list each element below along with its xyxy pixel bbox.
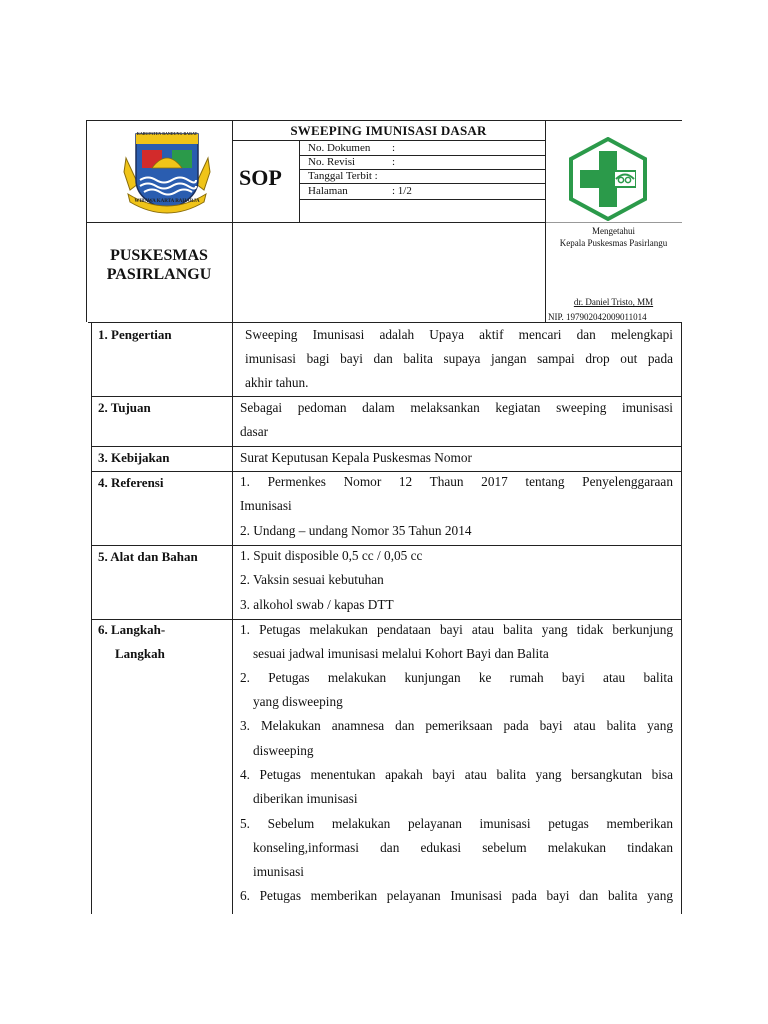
header-sop-divider: [299, 140, 300, 222]
alat-line-2: 2. Vaksin sesuai kebutuhan: [240, 572, 384, 587]
meta-tanggal-terbit-label: Tanggal Terbit :: [308, 170, 378, 182]
header-left-border: [86, 120, 87, 322]
header-right-mid-border: [545, 222, 682, 223]
langkah-line-5: 3. Melakukan anamnesa dan pemeriksaan pada bayi atau balita yang: [240, 718, 673, 733]
section-langkah-label-2: Langkah: [115, 646, 165, 661]
body-right-border: [681, 322, 682, 914]
langkah-line-12: 6. Petugas memberikan pelayanan Imunisasi pada bayi dan balita yang: [240, 888, 673, 903]
body-left-border: [91, 322, 92, 914]
section-referensi-label: 4. Referensi: [98, 475, 164, 490]
section-kebijakan-label: 3. Kebijakan: [98, 450, 170, 465]
alat-line-1: 1. Spuit disposible 0,5 cc / 0,05 cc: [240, 548, 423, 563]
header-bottom-border: [88, 322, 682, 323]
document-title: SWEEPING IMUNISASI DASAR: [290, 123, 487, 138]
header-title-underline: [232, 140, 545, 141]
pengertian-line-2: imunisasi bagi bayi dan balita supaya jangan sampai drop out pada: [245, 351, 673, 366]
referensi-line-1: 1. Permenkes Nomor 12 Thaun 2017 tentang Penyelenggaraan: [240, 474, 673, 489]
section-alat-label: 5. Alat dan Bahan: [98, 549, 198, 564]
alat-line-3: 3. alkohol swab / kapas DTT: [240, 597, 394, 612]
kebijakan-line-1: Surat Keputusan Kepala Puskesmas Nomor: [240, 450, 472, 465]
approval-line-2: Kepala Puskesmas Pasirlangu: [559, 238, 668, 248]
section-langkah-label-1: 6. Langkah-: [98, 622, 166, 637]
tujuan-line-1: Sebagai pedoman dalam melaksankan kegiatan sweeping imunisasi: [240, 400, 673, 415]
header-mid-border: [86, 222, 545, 223]
section-tujuan-label: 2. Tujuan: [98, 400, 151, 415]
meta-row-line-4: [299, 199, 545, 200]
header-top-border: [86, 120, 682, 121]
langkah-line-4: yang disweeping: [253, 694, 343, 709]
row-divider-3: [91, 471, 681, 472]
logo-motto-top: KABUPATEN BANDUNG BARAT: [136, 131, 198, 136]
sop-label: SOP: [239, 165, 282, 190]
org-name-line-2: PASIRLANGU: [106, 266, 212, 283]
header-col-divider: [232, 120, 233, 322]
langkah-line-10: konseling,informasi dan edukasi sebelum melakukan tindakan: [253, 840, 673, 855]
signer-nip: NIP. 197902042009011014: [548, 312, 647, 322]
pengertian-line-3: akhir tahun.: [245, 375, 309, 390]
row-divider-2: [91, 446, 681, 447]
meta-no-revisi-label: No. Revisi: [308, 156, 356, 168]
langkah-line-11: imunisasi: [253, 864, 304, 879]
meta-no-dokumen-label: No. Dokumen: [308, 142, 371, 154]
header-right-divider: [545, 120, 546, 322]
row-divider-5: [91, 619, 681, 620]
tujuan-line-2: dasar: [240, 424, 269, 439]
puskesmas-logo: [568, 137, 648, 221]
langkah-line-1: 1. Petugas melakukan pendataan bayi atau balita yang tidak berkunjung: [240, 622, 673, 637]
row-divider-4: [91, 545, 681, 546]
meta-halaman-label: Halaman: [308, 185, 348, 197]
pengertian-line-1: Sweeping Imunisasi adalah Upaya aktif mencari dan melengkapi: [245, 327, 673, 342]
meta-no-dokumen-value: :: [392, 142, 396, 154]
signer-name: dr. Daniel Tristo, MM: [573, 297, 654, 307]
langkah-line-9: 5. Sebelum melakukan pelayanan imunisasi petugas memberikan: [240, 816, 673, 831]
langkah-line-2: sesuai jadwal imunisasi melalui Kohort Bayi dan Balita: [253, 646, 549, 661]
meta-row-line-3: [299, 183, 545, 184]
logo-motto-bottom: WIBAWA KARTA RAHARJA: [134, 199, 200, 204]
referensi-line-3: 2. Undang – undang Nomor 35 Tahun 2014: [240, 523, 472, 538]
langkah-line-8: diberikan imunisasi: [253, 791, 358, 806]
meta-halaman-value: : 1/2: [392, 185, 412, 197]
referensi-line-2: Imunisasi: [240, 498, 292, 513]
body-col-divider: [232, 322, 233, 914]
approval-line-1: Mengetahui: [592, 226, 635, 236]
org-name-line-1: PUSKESMAS: [110, 247, 208, 264]
section-pengertian-label: 1. Pengertian: [98, 327, 172, 342]
langkah-line-3: 2. Petugas melakukan kunjungan ke rumah bayi atau balita: [240, 670, 673, 685]
row-divider-1: [91, 396, 681, 397]
langkah-line-6: disweeping: [253, 743, 314, 758]
meta-no-revisi-value: :: [392, 156, 396, 168]
langkah-line-7: 4. Petugas menentukan apakah bayi atau balita yang bersangkutan bisa: [240, 767, 673, 782]
